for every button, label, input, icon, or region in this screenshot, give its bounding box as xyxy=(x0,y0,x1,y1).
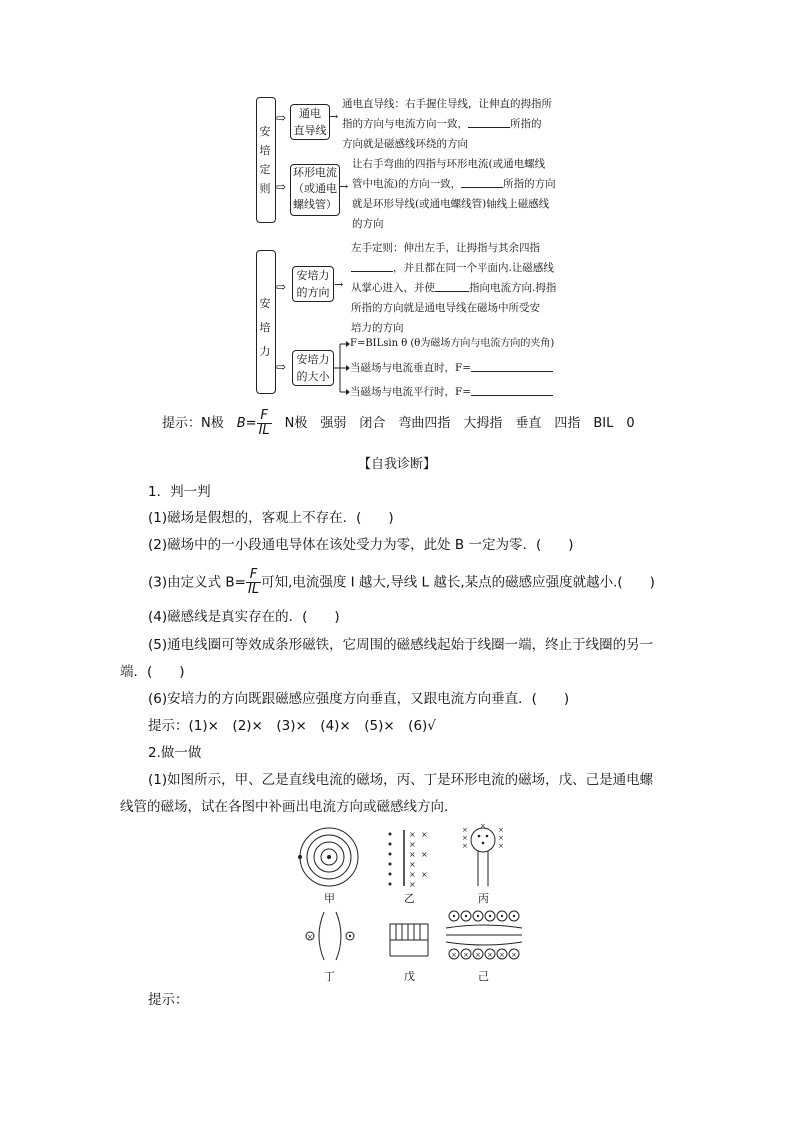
figure-wu xyxy=(386,916,434,964)
blank-3 xyxy=(351,259,393,272)
svg-text:×: × xyxy=(498,826,504,834)
figure-label: 丙 xyxy=(478,892,489,905)
arrow-icon: ⇨ xyxy=(276,111,287,125)
svg-text:×: × xyxy=(421,830,428,839)
figure-label: 甲 xyxy=(324,892,335,905)
figure-jia xyxy=(298,826,360,888)
figure-label: 丁 xyxy=(324,970,335,983)
svg-text:×: × xyxy=(409,860,416,869)
q1-item-1: (1)磁场是假想的，客观上不存在．( ) xyxy=(148,510,394,526)
svg-text:×: × xyxy=(498,834,504,842)
blank-6 xyxy=(471,383,553,396)
svg-text:×: × xyxy=(462,834,468,842)
svg-text:×: × xyxy=(511,951,517,959)
blank-5 xyxy=(471,359,553,372)
blank-2 xyxy=(461,175,503,188)
q1-item-5-cont: 端．( ) xyxy=(120,664,185,680)
q1-hint: 提示：(1)× (2)× (3)× (4)× (5)× (6)√ xyxy=(148,718,436,734)
blank-1 xyxy=(468,115,510,128)
arrow-icon: ⇨ xyxy=(276,360,287,374)
figure-label: 戊 xyxy=(404,970,415,983)
svg-text:×: × xyxy=(421,870,428,879)
svg-text:×: × xyxy=(487,951,493,959)
svg-text:×: × xyxy=(498,842,504,850)
straight-wire-box: 通电 直导线 xyxy=(290,104,330,140)
svg-text:×: × xyxy=(409,850,416,859)
ampere-force-side-label: 安 培 力 xyxy=(259,297,271,358)
force-formula: F=BILsin θ (θ为磁场方向与电流方向的夹角) xyxy=(350,338,555,349)
arrow-right-icon: → xyxy=(334,278,344,291)
hint-answers: 提示：N极 B= $\frac{F}{IL}$ N极 强弱 闭合 弯曲四指 大拇指 垂直 四指 BIL 0 xyxy=(162,408,635,438)
svg-text:×: × xyxy=(462,842,468,850)
svg-text:×: × xyxy=(307,933,313,941)
fraction-f-over-il: $\frac{F}{IL}$ xyxy=(258,408,270,438)
svg-text:×: × xyxy=(409,870,416,879)
svg-text:×: × xyxy=(409,840,416,849)
svg-text:×: × xyxy=(409,830,416,839)
svg-text:×: × xyxy=(475,951,481,959)
force-para: 当磁场与电流平行时，F= xyxy=(350,382,553,402)
svg-text:×: × xyxy=(499,951,505,959)
q1-title: 1．判一判 xyxy=(148,484,211,500)
force-magnitude-box: 安培力 的大小 xyxy=(292,350,334,386)
figure-ding xyxy=(300,910,360,962)
arrow-icon: ⇨ xyxy=(276,180,287,194)
section-title: 【自我诊断】 xyxy=(357,457,436,472)
arrow-icon: ⇨ xyxy=(276,280,287,294)
q2-line-1: (1)如图所示，甲、乙是直线电流的磁场，丙、丁是环形电流的磁场，戊、己是通电螺 xyxy=(148,772,654,788)
ampere-rule-side-label: 安 培 定 则 xyxy=(259,125,271,195)
figure-ji xyxy=(444,906,524,966)
figure-yi xyxy=(384,828,434,888)
figure-label: 己 xyxy=(478,970,489,983)
arrow-right-icon: → xyxy=(339,180,349,193)
loop-current-text: 让右手弯曲的四指与环形电流(或通电螺线 管中电流)的方向一致， 所指的方向 就是环形导线(或通电螺线管)轴线上磁感线 的方向 xyxy=(352,158,556,230)
magnitude-brace xyxy=(332,340,352,396)
figure-label: 乙 xyxy=(404,892,415,905)
svg-text:×: × xyxy=(480,822,486,830)
q1-item-4: (4)磁感线是真实存在的．( ) xyxy=(148,609,340,625)
arrow-right-icon: → xyxy=(329,110,339,123)
q1-item-2: (2)磁场中的一小段通电导体在该处受力为零，此处 B 一定为零．( ) xyxy=(148,537,574,553)
fraction-f-over-il: $\frac{F}{IL}$ xyxy=(248,567,260,597)
force-direction-text: 左手定则：伸出左手，让拇指与其余四指 ，并且都在同一个平面内.让磁感线 从掌心进入，并使 指向电流方向.拇指 所指的方向就是通电导线在磁场中所受安 培力的方向 xyxy=(351,242,557,334)
svg-text:×: × xyxy=(462,826,468,834)
svg-text:×: × xyxy=(463,951,469,959)
svg-text:×: × xyxy=(421,850,428,859)
figure-bing xyxy=(458,822,508,888)
force-direction-box: 安培力 的方向 xyxy=(292,266,334,302)
svg-text:×: × xyxy=(451,951,457,959)
q2-line-2: 线管的磁场，试在各图中补画出电流方向或磁感线方向． xyxy=(120,799,458,815)
straight-wire-text: 通电直导线：右手握住导线，让伸直的拇指所 指的方向与电流方向一致， 所指的 方向就是磁感线环绕的方向 xyxy=(342,98,552,150)
q2-hint: 提示： xyxy=(148,992,189,1008)
loop-current-box: 环形电流 （或通电 螺线管） xyxy=(290,164,340,216)
force-perp: 当磁场与电流垂直时，F= xyxy=(350,358,553,378)
svg-text:×: × xyxy=(409,880,416,889)
q1-item-5: (5)通电线圈可等效成条形磁铁，它周围的磁感线起始于线圈一端，终止于线圈的另一 xyxy=(148,637,654,653)
q2-title: 2.做一做 xyxy=(148,745,202,761)
q1-item-3: (3)由定义式 B= $\frac{F}{IL}$ 可知,电流强度 I 越大,导线 L 越长,某点的磁感应强度就越小.( ) xyxy=(148,567,655,597)
blank-4 xyxy=(435,279,469,292)
q1-item-6: (6)安培力的方向既跟磁感应强度方向垂直，又跟电流方向垂直．( ) xyxy=(148,691,570,707)
